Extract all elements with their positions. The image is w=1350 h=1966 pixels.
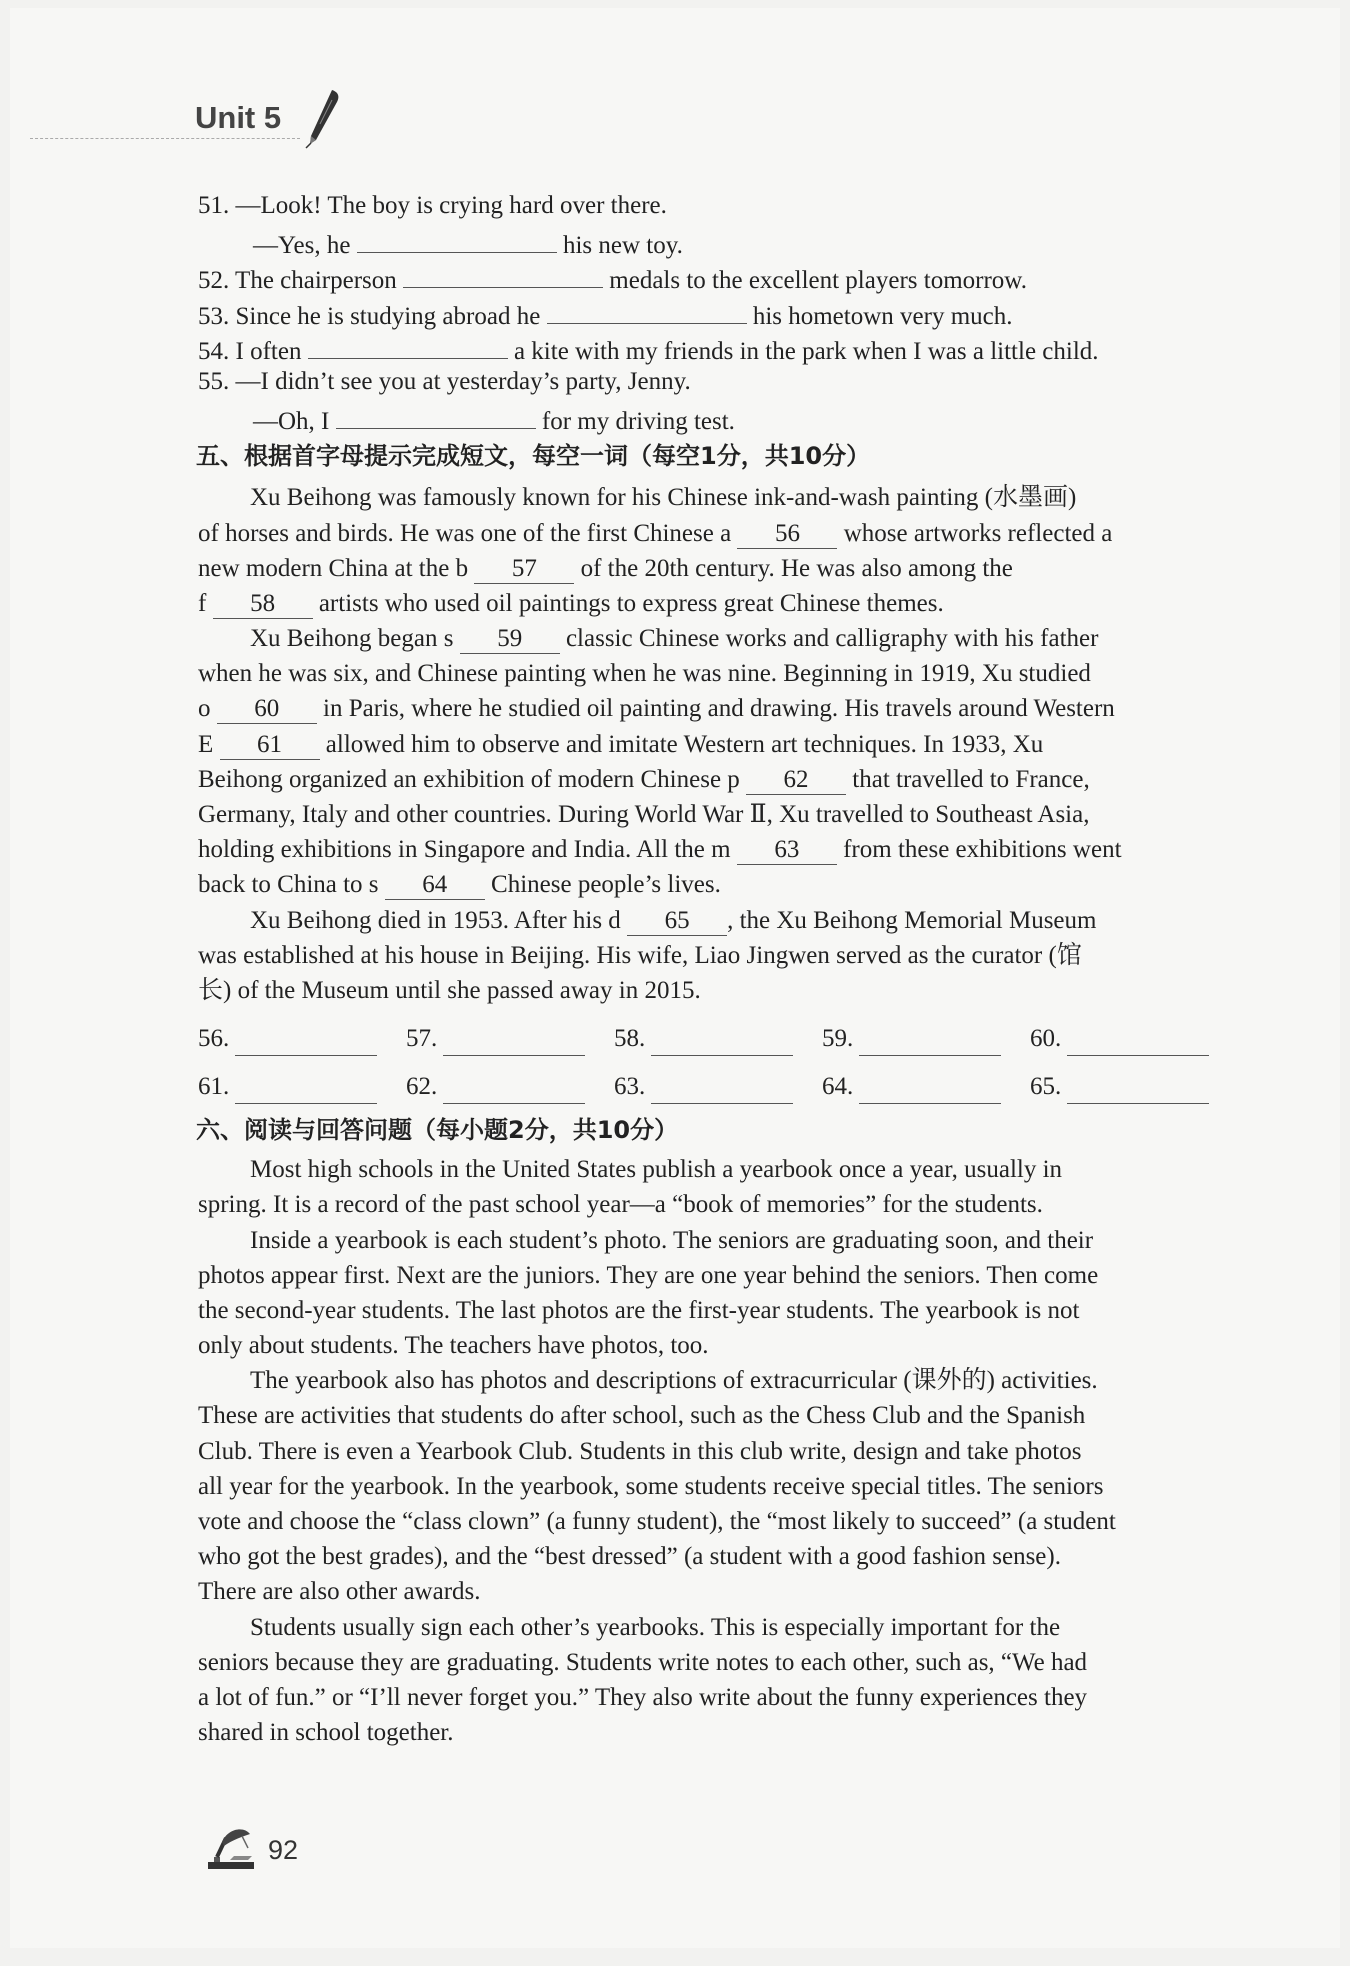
reading-lamp-icon xyxy=(202,1826,260,1870)
passage-line xyxy=(198,480,1238,515)
passage-text: artists who used oil paintings to express great Chinese themes. xyxy=(318,589,944,617)
passage-line: seniors because they are graduating. Students write notes to each other, such as, “We had xyxy=(198,1648,1088,1676)
passage-text: whose artworks reflected a xyxy=(843,519,1113,547)
question-text: —Oh, I xyxy=(253,408,330,436)
answer-number: 59. xyxy=(822,1024,854,1052)
answer-blank[interactable] xyxy=(357,223,557,253)
passage-text: Beihong organized an exhibition of modern Chinese p xyxy=(198,765,740,793)
passage-line xyxy=(198,727,1238,762)
passage-line: only about students. The teachers have photos, too. xyxy=(198,1332,709,1360)
question-text: for my driving test. xyxy=(541,408,735,436)
passage-line: the second-year students. The last photos are the first-year students. The yearbook is not xyxy=(198,1296,1080,1324)
answer-blank[interactable] xyxy=(403,258,603,288)
passage-line: photos appear first. Next are the juniors. They are one year behind the seniors. Then come xyxy=(198,1261,1099,1289)
numbered-blank[interactable]: 58 xyxy=(213,589,313,619)
numbered-blank[interactable]: 65 xyxy=(627,906,727,936)
answer-number: 63. xyxy=(614,1072,646,1100)
passage-text: o xyxy=(198,695,211,723)
passage-line: vote and choose the “class clown” (a funny student), the “most likely to succeed” (a student xyxy=(198,1508,1116,1535)
answer-line[interactable] xyxy=(1067,1027,1209,1056)
header-divider xyxy=(30,138,300,139)
numbered-blank[interactable]: 61 xyxy=(220,730,320,760)
answer-blank[interactable] xyxy=(308,329,508,359)
question-line xyxy=(198,223,1238,258)
question-text: medals to the excellent players tomorrow. xyxy=(609,267,1027,295)
answer-number: 64. xyxy=(822,1072,854,1100)
answer-blank[interactable] xyxy=(547,294,747,324)
answer-item xyxy=(1030,1021,1238,1056)
passage-text: allowed him to observe and imitate Western art techniques. In 1933, Xu xyxy=(325,730,1044,758)
numbered-blank[interactable]: 64 xyxy=(385,870,485,900)
question-text: 53. Since he is studying abroad he xyxy=(198,302,541,330)
numbered-blank[interactable]: 63 xyxy=(737,835,837,865)
passage-text: Chinese people’s lives. xyxy=(491,871,721,899)
answer-line[interactable] xyxy=(859,1075,1001,1104)
answer-item xyxy=(198,1021,406,1056)
answer-blank[interactable] xyxy=(336,399,536,429)
passage-text: Germany, Italy and other countries. During World War Ⅱ, Xu travelled to Southeast Asia, xyxy=(198,801,1090,828)
passage-text: when he was six, and Chinese painting when he was nine. Beginning in 1919, Xu studied xyxy=(198,660,1091,688)
answer-item xyxy=(198,1069,406,1104)
answer-item xyxy=(614,1069,822,1104)
question-text: his new toy. xyxy=(562,232,683,260)
section-title: 六、阅读与回答问题（每小题2分，共10分） xyxy=(196,1116,679,1145)
answer-item xyxy=(406,1069,614,1104)
answer-number: 61. xyxy=(198,1072,230,1100)
passage-line xyxy=(198,691,1238,726)
answer-item xyxy=(1030,1069,1238,1104)
answer-line[interactable] xyxy=(1067,1075,1209,1104)
passage-line: Club. There is even a Yearbook Club. Students in this club write, design and take photos xyxy=(198,1437,1082,1465)
answer-number: 58. xyxy=(614,1024,646,1052)
passage-line: spring. It is a record of the past school year—a “book of memories” for the students. xyxy=(198,1191,1043,1219)
page xyxy=(10,8,1340,1948)
passage-text: f xyxy=(198,589,207,617)
passage-text: that travelled to France, xyxy=(852,765,1090,793)
passage-line: Inside a yearbook is each student’s photo. The seniors are graduating soon, and their xyxy=(250,1226,1094,1254)
question-text: —Yes, he xyxy=(253,232,351,260)
passage-text: of the 20th century. He was also among the xyxy=(580,554,1013,582)
passage-line xyxy=(198,762,1238,797)
passage-line xyxy=(198,656,1238,691)
question-line xyxy=(198,294,1238,329)
answer-line[interactable] xyxy=(443,1075,585,1104)
numbered-blank[interactable]: 62 xyxy=(746,765,846,795)
content xyxy=(198,188,1238,1750)
unit-title: Unit 5 xyxy=(195,100,282,135)
answer-number: 62. xyxy=(406,1072,438,1100)
section-title: 五、根据首字母提示完成短文，每空一词（每空1分，共10分） xyxy=(196,442,871,471)
answer-number: 60. xyxy=(1030,1024,1062,1052)
passage-line xyxy=(198,938,1238,973)
passage-text: holding exhibitions in Singapore and India. All the m xyxy=(198,836,731,864)
footer xyxy=(202,1826,298,1870)
passage-text: E xyxy=(198,730,214,758)
answer-line[interactable] xyxy=(859,1027,1001,1056)
passage-line: The yearbook also has photos and descriptions of extracurricular (课外的) activities. xyxy=(250,1367,1098,1395)
passage-line: a lot of fun.” or “I’ll never forget you.” They also write about the funny experiences they xyxy=(198,1683,1088,1711)
passage-text: new modern China at the b xyxy=(198,554,469,582)
passage-line: Most high schools in the United States publish a yearbook once a year, usually in xyxy=(250,1156,1063,1184)
passage-line xyxy=(198,832,1238,867)
passage-text: 长) of the Museum until she passed away in 2015. xyxy=(198,976,701,1004)
question-text: 55. —I didn’t see you at yesterday’s party, Jenny. xyxy=(198,367,691,395)
passage-text: classic Chinese works and calligraphy with his father xyxy=(565,625,1099,653)
question-text: a kite with my friends in the park when I was a little child. xyxy=(513,337,1099,365)
numbered-blank[interactable]: 59 xyxy=(460,624,560,654)
passage-text: from these exhibitions went xyxy=(843,836,1122,864)
passage-line: These are activities that students do after school, such as the Chess Club and the Spanish xyxy=(198,1402,1086,1430)
pen-icon xyxy=(302,88,342,150)
question-text: 52. The chairperson xyxy=(198,267,397,295)
passage-line xyxy=(198,973,1238,1008)
passage-line: all year for the yearbook. In the yearbook, some students receive special titles. The seniors xyxy=(198,1472,1104,1500)
answer-line[interactable] xyxy=(235,1075,377,1104)
passage-line xyxy=(198,551,1238,586)
question-line xyxy=(198,258,1238,293)
answer-line[interactable] xyxy=(235,1027,377,1056)
passage-line: There are also other awards. xyxy=(198,1578,481,1606)
question-text: his hometown very much. xyxy=(752,302,1013,330)
answer-row xyxy=(198,1008,1238,1056)
passage-text: , the Xu Beihong Memorial Museum xyxy=(727,906,1097,934)
passage-line: who got the best grades), and the “best dressed” (a student with a good fashion sense). xyxy=(198,1543,1061,1571)
answer-number: 57. xyxy=(406,1024,438,1052)
answer-line[interactable] xyxy=(443,1027,585,1056)
question-line xyxy=(198,188,1238,223)
question-line xyxy=(198,399,1238,434)
answer-item xyxy=(406,1021,614,1056)
numbered-blank[interactable]: 57 xyxy=(474,554,574,584)
question-text: 54. I often xyxy=(198,337,302,365)
passage-line: Students usually sign each other’s yearbooks. This is especially important for the xyxy=(250,1613,1061,1641)
answer-number: 56. xyxy=(198,1024,230,1052)
answer-item xyxy=(614,1021,822,1056)
answer-item xyxy=(822,1021,1030,1056)
passage-line xyxy=(198,621,1238,656)
answer-line[interactable] xyxy=(651,1027,793,1056)
answer-number: 65. xyxy=(1030,1072,1062,1100)
passage-text: back to China to s xyxy=(198,871,379,899)
passage-line xyxy=(198,903,1238,938)
question-line xyxy=(198,364,1238,399)
answer-line[interactable] xyxy=(651,1075,793,1104)
passage-text: Xu Beihong began s xyxy=(250,625,454,653)
passage-text: of horses and birds. He was one of the first Chinese a xyxy=(198,519,732,547)
passage-text: was established at his house in Beijing. His wife, Liao Jingwen served as the curator (馆 xyxy=(198,941,1082,969)
passage-line xyxy=(198,516,1238,551)
page-number: 92 xyxy=(268,1835,299,1865)
numbered-blank[interactable]: 56 xyxy=(737,519,837,549)
passage-line xyxy=(198,586,1238,621)
answer-item xyxy=(822,1069,1030,1104)
passage-text: in Paris, where he studied oil painting and drawing. His travels around Western xyxy=(323,695,1115,723)
answer-row xyxy=(198,1056,1238,1104)
numbered-blank[interactable]: 60 xyxy=(217,694,317,724)
passage-line: shared in school together. xyxy=(198,1719,454,1747)
unit-header xyxy=(195,100,281,136)
passage-text: Xu Beihong was famously known for his Chinese ink-and-wash painting (水墨画) xyxy=(250,484,1077,512)
question-line xyxy=(198,329,1238,364)
passage-line xyxy=(198,867,1238,902)
question-text: 51. —Look! The boy is crying hard over there. xyxy=(198,192,667,219)
passage-text: Xu Beihong died in 1953. After his d xyxy=(250,906,621,934)
passage-line xyxy=(198,797,1238,832)
